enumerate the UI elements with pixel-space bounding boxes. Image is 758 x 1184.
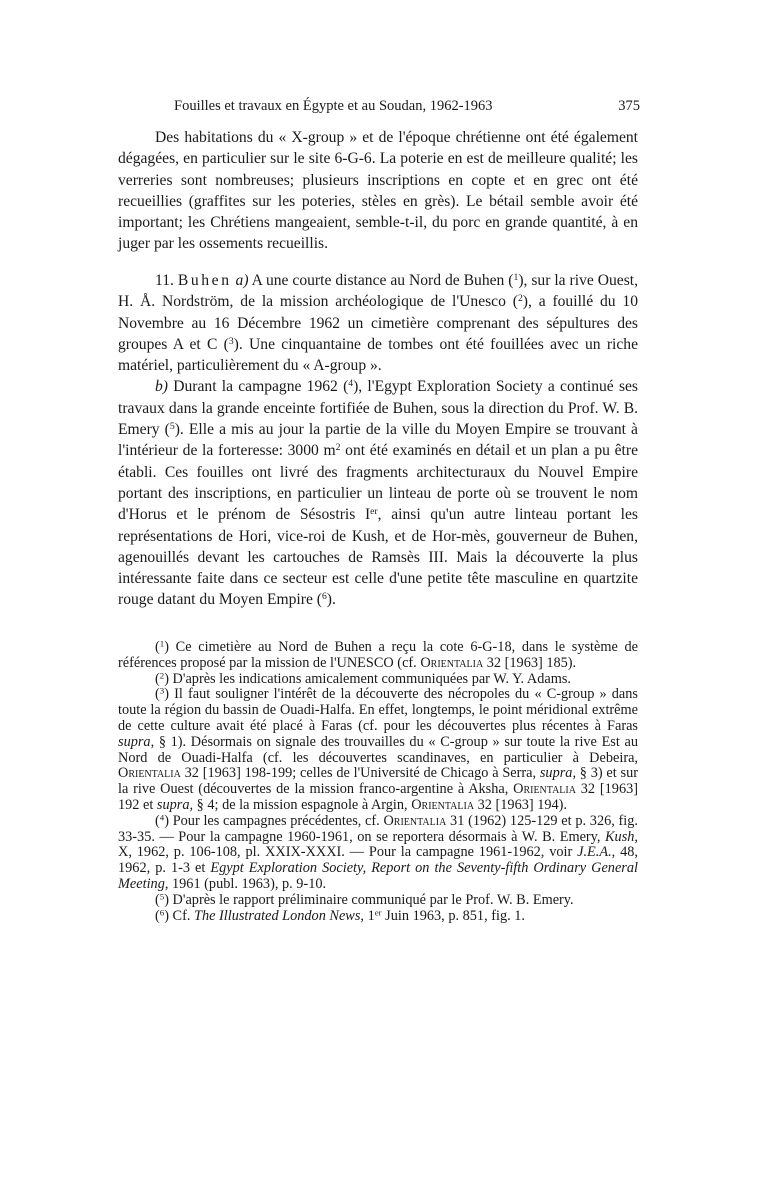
- paragraph-x-group: [118, 127, 638, 255]
- footnote-mark: 6: [159, 907, 165, 918]
- text-run: ), l'Egypt Exploration Society a continué ses travaux dans la grande enceinte fortifiée de Buhen, sous la direction du Prof. W. B. Emery (: [118, 378, 639, 439]
- item-label-b: b): [155, 378, 168, 396]
- journal-jea: J.E.A.: [577, 844, 612, 861]
- text-run: 32 [1963] 192 et: [118, 781, 639, 813]
- text-run: , ainsi qu'un autre linteau portant les représentations de Hori, vice-roi de Kush, et de Hor-mès, gouverneur de Buhen, agenouillés devant les cartouches de Ramsès III. Mais la découverte la plus intéressante faite dans ce secteur est celle d'une petite tête masculine en quartzite rouge datant du Moyen Empire (: [118, 506, 638, 609]
- text-run: , § 1). Désormais on signale des trouvailles du « C-group » sur toute la rive Est au Nord de Ouadi-Halfa (cf. les découvertes scandinaves, en particulier à Debeira,: [118, 733, 638, 766]
- footnote-ref-4[interactable]: 4: [348, 378, 354, 390]
- footnote-4: ($^4$) Pour les campagnes précédentes, cf. Orientalia 31 (1962) 125-129 et p. 326, fig. 33-35. — Pour la campagne 1960-1961, on se reportera désormais à W. B. Emery, Kush, X, 1962, p. 106-108, pl. XXIX-XXXI. — Pour la campagne 1961-1962, voir J.E.A., 48, 1962, p. 1-3 et Egypt Exploration Society, Report on the Seventy-fifth Ordinary General Meeting, 1961 (publ. 1963), p. 9-10.: [118, 812, 638, 892]
- text-run: Pour les campagnes précédentes, cf.: [172, 812, 384, 829]
- superscript-er: er: [374, 907, 382, 918]
- text-run: D'après le rapport préliminaire communiqué par le Prof. W. B. Emery.: [172, 891, 574, 908]
- journal-name: Orientalia: [513, 781, 576, 798]
- page-number: 375: [618, 98, 640, 114]
- footnote-1: ($^1$) Ce cimetière au Nord de Buhen a reçu la cote 6-G-18, dans le système de références proposé par la mission de l'UNESCO (cf. Orientalia 32 [1963] 185).: [118, 638, 638, 671]
- footnotes: [118, 640, 638, 924]
- text-run: ).: [326, 591, 336, 609]
- journal-name: Orientalia: [118, 765, 181, 782]
- text-run: Durant la campagne 1962 (: [173, 378, 349, 396]
- footnote-ref-3[interactable]: 3: [228, 336, 234, 348]
- footnote-mark: 5: [159, 891, 165, 902]
- footnote-2: ($^2$) D'après les indications amicalement communiquées par W. Y. Adams.: [155, 670, 571, 687]
- section-number: 11.: [155, 272, 174, 289]
- footnote-5: ($^5$) D'après le rapport préliminaire communiqué par le Prof. W. B. Emery.: [155, 891, 574, 908]
- text-run: ). Une cinquantaine de tombes ont été fouillées avec un riche matériel, particulièrement du « A-group ».: [118, 335, 638, 375]
- text-run: 32 [1963] 194).: [474, 796, 567, 813]
- footnote-mark: 3: [159, 685, 165, 696]
- superscript-m2: 2: [335, 442, 341, 454]
- paragraph-buhen-b: [118, 376, 638, 610]
- journal-name: Orientalia: [383, 812, 447, 829]
- supra-ref: supra: [156, 796, 190, 813]
- section-site: Buhen: [177, 272, 232, 289]
- paragraph-text: Des habitations du « X-group » et de l'époque chrétienne ont été également dégagées, en particulier sur le site 6-G-6. La poterie en est de meilleure qualité; les verreries sont nombreuses; plusieurs inscriptions en copte et en grec ont été recueillies (graffites sur les poteries, stèles en grès). Le bétail semble avoir été important; les Chrétiens mangeaient, semble-t-il, du porc en grande quantité, à en juger par les ossements recueillis.: [118, 129, 638, 253]
- text-run: 31 (1962) 125-129 et p. 326, fig. 33-35. — Pour la campagne 1960-1961, on se reportera désormais à W. B. Emery,: [118, 812, 638, 845]
- text-run: Ce cimetière au Nord de Buhen a reçu la cote 6-G-18, dans le système de références proposé par la mission de l'UNESCO (cf.: [118, 639, 638, 671]
- journal-name: Orientalia: [420, 654, 484, 671]
- text-run: ), sur la rive Ouest, H. Å. Nordström, de la mission archéologique de l'Unesco (: [118, 272, 639, 311]
- journal-kush: Kush: [605, 828, 635, 845]
- footnote-ref-5[interactable]: 5: [169, 421, 175, 433]
- footnote-mark: 4: [159, 812, 165, 823]
- report-title: Egypt Exploration Society, Report on the Seventy-fifth Ordinary General Meeting: [118, 860, 638, 892]
- text-run: , 48, 1962, p. 1-3 et: [118, 844, 638, 877]
- text-run: 32 [1963] 198-199; celles de l'Université de Chicago à Serra,: [180, 765, 540, 782]
- paragraph-buhen-a: [118, 270, 638, 376]
- text-run: ). Elle a mis au jour la partie de la ville du Moyen Empire se trouvant à l'intérieur de la forteresse: 3000 m: [118, 421, 638, 460]
- footnote-mark: 2: [159, 670, 165, 681]
- running-title: Fouilles et travaux en Égypte et au Soudan, 1962-1963: [174, 98, 493, 114]
- supra-ref: supra: [118, 733, 151, 750]
- journal-name: Orientalia: [411, 796, 475, 813]
- item-label-a: a): [235, 272, 249, 289]
- footnote-6: ($^6$) Cf. The Illustrated London News, 1er Juin 1963, p. 851, fig. 1.: [155, 907, 525, 924]
- text-run: Juin 1963, p. 851, fig. 1.: [381, 907, 525, 924]
- supra-ref: supra: [539, 765, 573, 782]
- text-run: , § 3) et sur la rive Ouest (découvertes de la mission franco-argentine à Aksha,: [118, 765, 638, 798]
- text-run: D'après les indications amicalement communiquées par W. Y. Adams.: [172, 670, 571, 687]
- text-run: ), a fouillé du 10 Novembre au 16 Décembre 1962 un cimetière comprenant des sépultures des groupes A et C (: [118, 293, 639, 353]
- text-run: A une courte distance au Nord de Buhen (: [251, 272, 514, 289]
- footnote-ref-2[interactable]: 2: [517, 293, 523, 305]
- text-run: Il faut souligner l'intérêt de la découverte des nécropoles du « C-group » dans toute la région du bassin de Ouadi-Halfa. En effet, longtemps, le point méridional extrême de cette culture avait été placé à Faras (cf. pour les découvertes plus récentes à Faras: [118, 686, 638, 734]
- text-run: 32 [1963] 185).: [483, 654, 577, 671]
- superscript-er: er: [370, 506, 378, 518]
- section-buhen: [118, 270, 638, 611]
- text-run: Cf.: [172, 907, 194, 924]
- text-run: , X, 1962, p. 106-108, pl. XXIX-XXXI. — Pour la campagne 1961-1962, voir: [118, 828, 638, 861]
- text-run: , § 4; de la mission espagnole à Argin,: [189, 796, 412, 813]
- text-run: , 1: [360, 907, 375, 924]
- footnote-3: ($^3$) Il faut souligner l'intérêt de la découverte des nécropoles du « C-group » dans toute la région du bassin de Ouadi-Halfa. En effet, longtemps, le point méridional extrême de cette culture avait été placé à Faras (cf. pour les découvertes plus récentes à Faras supra, § 1). Désormais on signale des trouvailles du « C-group » sur toute la rive Est au Nord de Ouadi-Halfa (cf. les découvertes scandinaves, en particulier à Debeira, Orientalia 32 [1963] 198-199; celles de l'Université de Chicago à Serra, supra, § 3) et sur la rive Ouest (découvertes de la mission franco-argentine à Aksha, Orientalia 32 [1963] 192 et supra, § 4; de la mission espagnole à Argin, Orientalia 32 [1963] 194).: [118, 685, 639, 813]
- newspaper-title: The Illustrated London News: [194, 907, 361, 924]
- footnote-ref-6[interactable]: 6: [321, 591, 327, 603]
- footnote-mark: 1: [159, 638, 165, 649]
- text-run: , 1961 (publ. 1963), p. 9-10.: [164, 875, 327, 892]
- footnote-ref-1[interactable]: 1: [513, 272, 519, 284]
- text-run: ont été examinés en détail et un plan a pu être établi. Ces fouilles ont livré des fragments architecturaux du Nouvel Empire portant des inscriptions, en particulier un linteau de porte où se trouvent le nom d'Horus et le prénom de Sésostris I: [118, 442, 639, 524]
